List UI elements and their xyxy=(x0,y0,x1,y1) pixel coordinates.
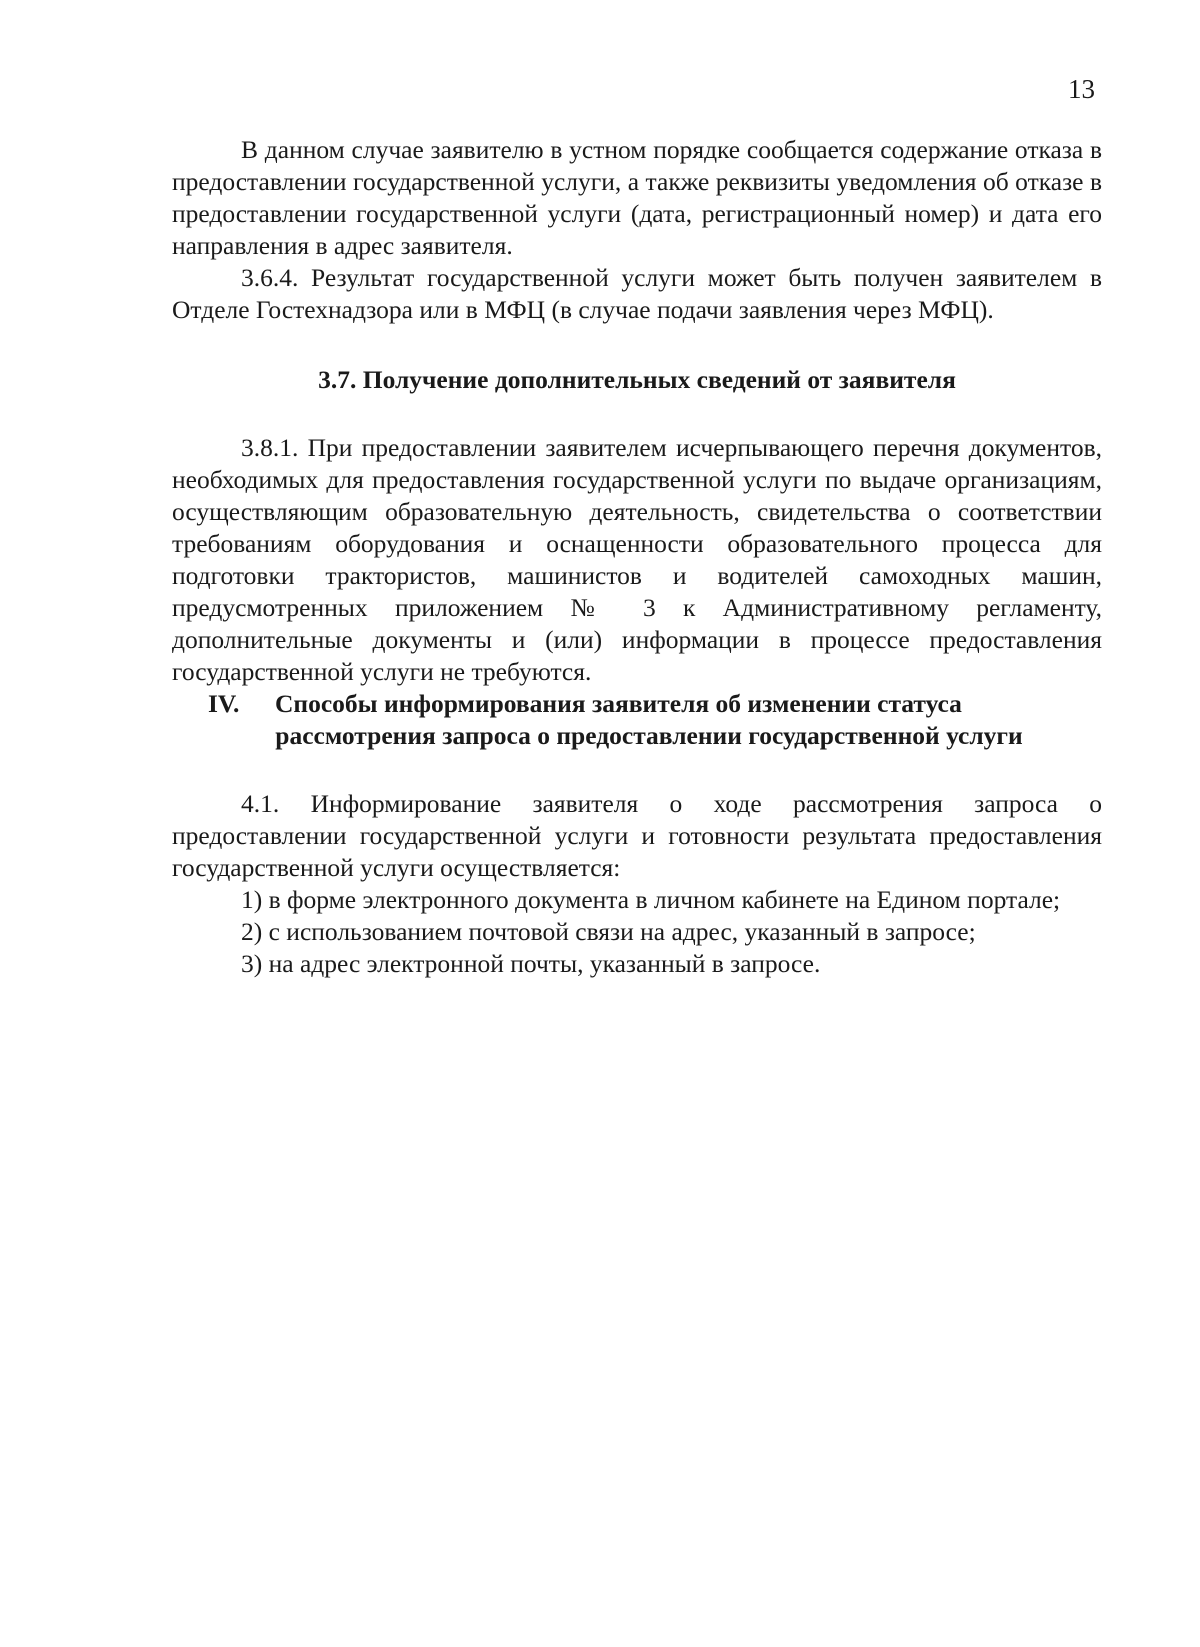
list-item-2: 2) с использованием почтовой связи на адрес, указанный в запросе; xyxy=(241,917,976,946)
paragraph-3-8-1: 3.8.1. При предоставлении заявителем исчерпывающего перечня документов, необходимых для предоставления государственной услуги по выдаче организациям, осуществляющим образовательную деятельность, свидетельства о соответствии требованиям оборудования и оснащенности образовательного процесса для подготовки трактористов, машинистов и водителей самоходных машин, предусмотренных приложением № 3 к Административному регламенту, дополнительные документы и (или) информации в процессе предоставления государственной услуги не требуются. xyxy=(172,433,1102,686)
list-item-3: 3) на адрес электронной почты, указанный в запросе. xyxy=(241,949,821,978)
section-iv-title-line2: рассмотрения запроса о предоставлении государственной услуги xyxy=(275,721,1023,750)
page-number: 13 xyxy=(1068,74,1095,104)
list-item-1: 1) в форме электронного документа в личном кабинете на Едином портале; xyxy=(241,885,1061,914)
paragraph-3-6-4: 3.6.4. Результат государственной услуги может быть получен заявителем в Отделе Гостехнадзора или в МФЦ (в случае подачи заявления через МФЦ). xyxy=(172,263,1102,324)
section-iv-title-line1: Способы информирования заявителя об изменении статуса xyxy=(275,689,962,718)
paragraph-refusal-notice: В данном случае заявителю в устном порядке сообщается содержание отказа в предоставлении государственной услуги, а также реквизиты уведомления об отказе в предоставлении государственной услуги (дата, регистрационный номер) и дата его направления в адрес заявителя. xyxy=(172,135,1102,260)
section-3-7-heading: 3.7. Получение дополнительных сведений от заявителя xyxy=(318,365,956,394)
paragraph-4-1: 4.1. Информирование заявителя о ходе рассмотрения запроса о предоставлении государственной услуги и готовности результата предоставления государственной услуги осуществляется: xyxy=(172,789,1102,882)
section-iv-heading xyxy=(172,688,1102,752)
page-content xyxy=(172,134,1102,980)
section-iv-numeral: IV. xyxy=(208,689,240,718)
section-iv-heading-line1 xyxy=(172,688,1102,720)
